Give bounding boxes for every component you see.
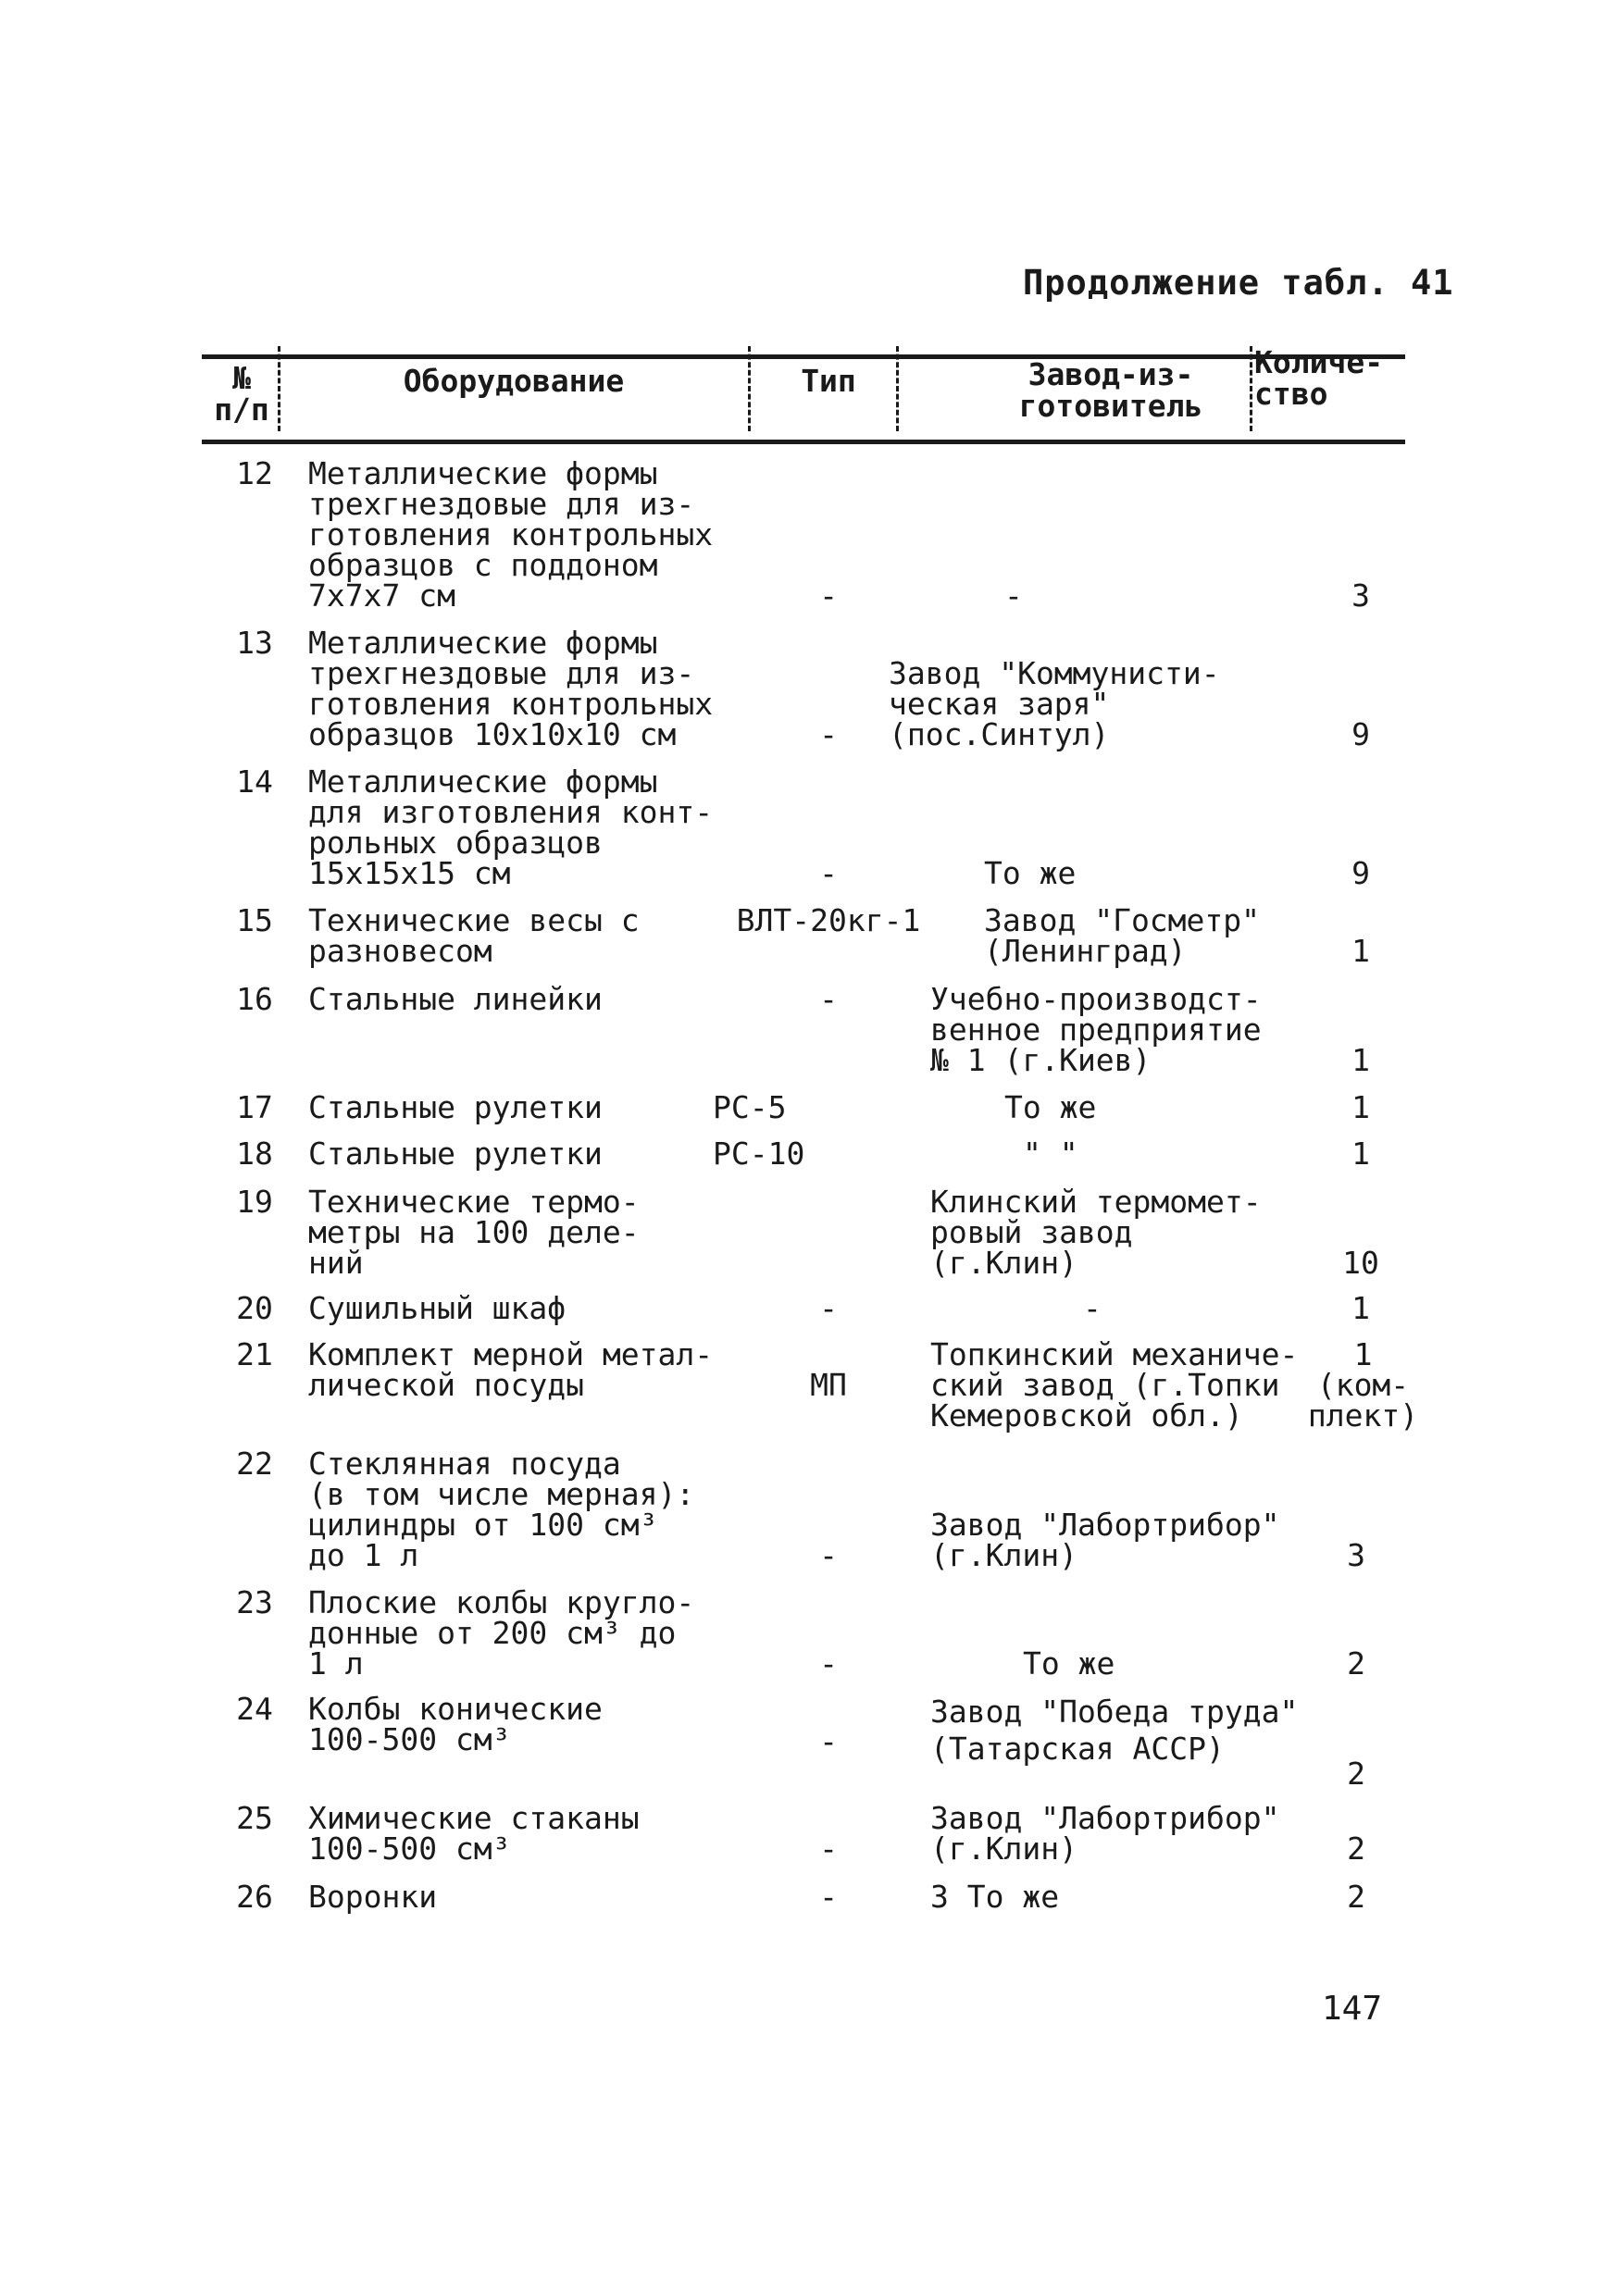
- row-equipment: Технические весы с разновесом: [308, 902, 640, 969]
- row-type: РС-5: [713, 1089, 787, 1125]
- row-type: МП: [810, 1367, 847, 1403]
- row-equipment: Стальные линейки: [308, 981, 603, 1017]
- row-number: 23: [236, 1584, 273, 1620]
- header-quantity: Количе- ство: [1254, 344, 1384, 412]
- row-quantity: 9: [1351, 716, 1370, 752]
- row-quantity: 9: [1351, 855, 1370, 891]
- row-number: 15: [236, 902, 273, 938]
- row-manufacturer: Завод "Лабортрибор" (г.Клин): [930, 1800, 1280, 1867]
- row-manufacturer: -: [1004, 577, 1023, 614]
- row-number: 22: [236, 1446, 273, 1482]
- row-type: -: [819, 981, 838, 1017]
- row-type: -: [819, 1290, 838, 1326]
- row-manufacturer: Завод "Победа труда" (Татарская АССР): [930, 1694, 1299, 1767]
- row-manufacturer: Завод "Лабортрибор" (г.Клин): [930, 1507, 1280, 1573]
- column-separator: [748, 346, 751, 431]
- row-quantity: 1: [1351, 933, 1370, 969]
- row-number: 21: [236, 1336, 273, 1372]
- row-manufacturer: То же: [1023, 1645, 1115, 1682]
- row-equipment: Стеклянная посуда (в том числе мерная): цилиндры от 100 см³ до 1 л: [308, 1446, 695, 1573]
- row-equipment: Металлические формы трехгнездовые для из- готовления контрольных образцов 10x10x10 см: [308, 625, 714, 752]
- row-type: ВЛТ-20кг-1: [736, 902, 921, 938]
- row-manufacturer: Завод "Коммунисти- ческая заря" (пос.Синтул): [889, 655, 1220, 752]
- row-quantity: 2: [1347, 1831, 1365, 1867]
- row-quantity: 1: [1351, 1089, 1370, 1125]
- row-number: 25: [236, 1800, 273, 1836]
- row-equipment: Стальные рулетки: [308, 1089, 603, 1125]
- row-number: 19: [236, 1184, 273, 1220]
- row-quantity: 1: [1351, 1136, 1370, 1172]
- page-number: 147: [1322, 1990, 1383, 2028]
- row-quantity: 3: [1351, 577, 1370, 614]
- row-equipment: Стальные рулетки: [308, 1136, 603, 1172]
- row-quantity: 3: [1347, 1537, 1365, 1573]
- row-number: 24: [236, 1691, 273, 1727]
- row-type: -: [819, 716, 838, 752]
- row-quantity: 1 (ком- плект): [1307, 1336, 1419, 1433]
- row-manufacturer: " ": [1023, 1136, 1078, 1172]
- row-number: 14: [236, 763, 273, 800]
- row-type: -: [819, 1645, 838, 1682]
- row-number: 12: [236, 455, 273, 491]
- row-quantity: 2: [1347, 1645, 1365, 1682]
- row-equipment: Колбы конические 100-500 см³: [308, 1691, 603, 1757]
- row-manufacturer: Топкинский механиче- ский завод (г.Топки Кемеровской обл.): [930, 1336, 1299, 1433]
- header-type: Тип: [801, 363, 856, 399]
- row-quantity: 2: [1347, 1756, 1365, 1792]
- header-manufacturer: Завод-из- готовитель: [1018, 356, 1203, 424]
- row-quantity: 1: [1351, 1290, 1370, 1326]
- row-equipment: Химические стаканы 100-500 см³: [308, 1800, 640, 1867]
- header-equipment: Оборудование: [403, 363, 625, 399]
- row-equipment: Сушильный шкаф: [308, 1290, 567, 1326]
- row-manufacturer: То же: [984, 855, 1077, 891]
- row-equipment: Металлические формы трехгнездовые для из- готовления контрольных образцов с поддоном 7x7x7 см: [308, 455, 714, 614]
- row-type: -: [819, 855, 838, 891]
- row-equipment: Плоские колбы кругло- донные от 200 см³ до 1 л: [308, 1584, 695, 1682]
- row-quantity: 10: [1342, 1245, 1379, 1281]
- row-manufacturer: То же: [1004, 1089, 1097, 1125]
- row-number: 16: [236, 981, 273, 1017]
- row-equipment: Металлические формы для изготовления конт- рольных образцов 15x15x15 см: [308, 763, 714, 891]
- row-number: 18: [236, 1136, 273, 1172]
- row-manufacturer: -: [1083, 1290, 1102, 1326]
- row-manufacturer: З То же: [930, 1879, 1060, 1915]
- row-manufacturer: Клинский термомет- ровый завод (г.Клин): [930, 1184, 1262, 1281]
- row-type: -: [819, 1723, 838, 1759]
- row-manufacturer: Учебно-производст- венное предприятие № 1 (г.Киев): [930, 981, 1262, 1078]
- header-number: № п/п: [214, 360, 269, 428]
- row-type: -: [819, 577, 838, 614]
- column-separator: [278, 346, 280, 431]
- row-quantity: 1: [1351, 1042, 1370, 1078]
- row-number: 26: [236, 1879, 273, 1915]
- row-type: РС-10: [713, 1136, 805, 1172]
- row-equipment: Воронки: [308, 1879, 438, 1915]
- row-type: -: [819, 1831, 838, 1867]
- table-caption: Продолжение табл. 41: [1023, 263, 1454, 303]
- row-equipment: Технические термо- метры на 100 деле- ний: [308, 1184, 640, 1281]
- row-number: 13: [236, 625, 273, 661]
- table-header-bottom-rule: [202, 440, 1405, 444]
- row-number: 17: [236, 1089, 273, 1125]
- row-manufacturer: Завод "Госметр" (Ленинград): [984, 902, 1261, 969]
- row-type: -: [819, 1537, 838, 1573]
- row-number: 20: [236, 1290, 273, 1326]
- row-quantity: 2: [1347, 1879, 1365, 1915]
- row-type: -: [819, 1879, 838, 1915]
- row-equipment: Комплект мерной метал- лической посуды: [308, 1336, 714, 1403]
